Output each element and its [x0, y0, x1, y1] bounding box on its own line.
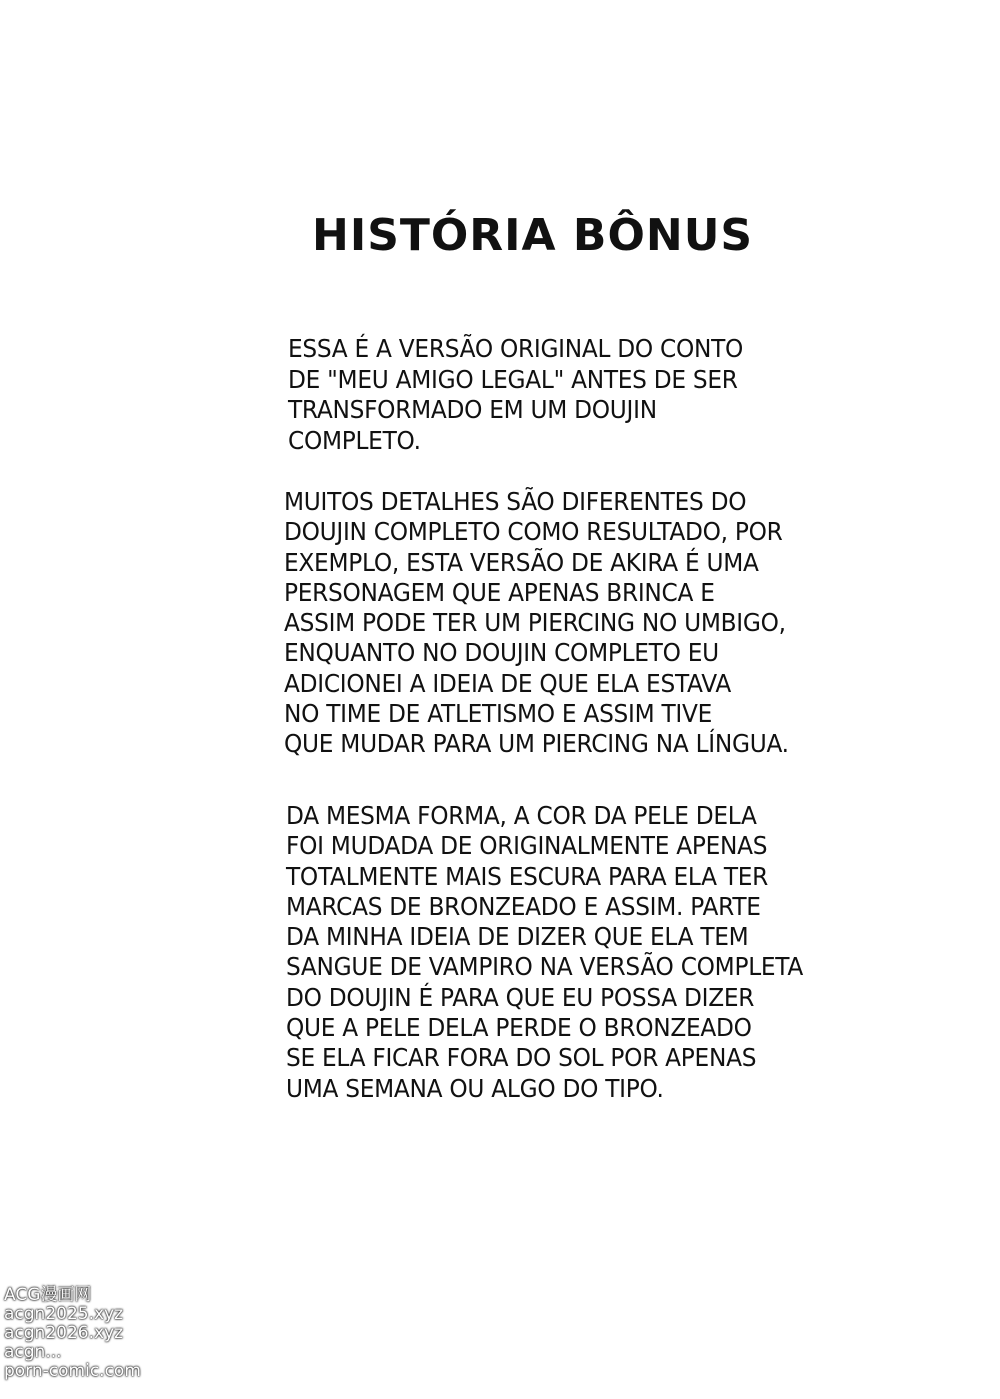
- text-line: TRANSFORMADO EM UM DOUJIN: [288, 395, 657, 424]
- text-line: ADICIONEI A IDEIA DE QUE ELA ESTAVA: [284, 668, 731, 698]
- page-title: HISTÓRIA BÔNUS: [312, 210, 754, 261]
- watermark: [4, 1286, 146, 1381]
- text-line: UMA SEMANA OU ALGO DO TIPO.: [286, 1073, 664, 1103]
- text-line: ESSA É A VERSÃO ORIGINAL DO CONTO: [288, 334, 744, 363]
- text-line: DA MINHA IDEIA DE DIZER QUE ELA TEM: [286, 922, 749, 952]
- text-line: DO DOUJIN É PARA QUE EU POSSA DIZER: [286, 982, 755, 1012]
- text-line: QUE MUDAR PARA UM PIERCING NA LÍNGUA.: [284, 729, 789, 759]
- text-line: COMPLETO.: [288, 425, 421, 455]
- watermark-line: ACG漫画网: [4, 1285, 92, 1305]
- text-line: MUITOS DETALHES SÃO DIFERENTES DO: [284, 487, 747, 516]
- text-line: ASSIM PODE TER UM PIERCING NO UMBIGO,: [284, 608, 786, 638]
- text-line: SANGUE DE VAMPIRO NA VERSÃO COMPLETA: [286, 952, 804, 982]
- text-line: NO TIME DE ATLETISMO E ASSIM TIVE: [284, 699, 713, 729]
- text-line: MARCAS DE BRONZEADO E ASSIM. PARTE: [286, 891, 761, 921]
- text-line: SE ELA FICAR FORA DO SOL POR APENAS: [286, 1043, 757, 1073]
- watermark-line: acgn2026.xyz: [4, 1323, 124, 1343]
- text-line: FOI MUDADA DE ORIGINALMENTE APENAS: [286, 831, 768, 861]
- text-line: PERSONAGEM QUE APENAS BRINCA E: [284, 577, 715, 607]
- text-line: DA MESMA FORMA, A COR DA PELE DELA: [286, 801, 757, 830]
- text-line: QUE A PELE DELA PERDE O BRONZEADO: [286, 1013, 752, 1043]
- text-line: DE "MEU AMIGO LEGAL" ANTES DE SER: [288, 364, 738, 394]
- paragraph-intro: [288, 334, 743, 456]
- watermark-line: acgn2025.xyz: [4, 1304, 124, 1324]
- paragraph-details: [284, 487, 789, 760]
- text-line: TOTALMENTE MAIS ESCURA PARA ELA TER: [286, 861, 769, 891]
- text-line: EXEMPLO, ESTA VERSÃO DE AKIRA É UMA: [284, 547, 759, 577]
- watermark-line: acgn...: [4, 1342, 62, 1362]
- text-line: ENQUANTO NO DOUJIN COMPLETO EU: [284, 638, 719, 668]
- text-line: DOUJIN COMPLETO COMO RESULTADO, POR: [284, 517, 783, 547]
- watermark-line: porn-comic.com: [4, 1361, 141, 1381]
- paragraph-skin-color: [286, 801, 803, 1104]
